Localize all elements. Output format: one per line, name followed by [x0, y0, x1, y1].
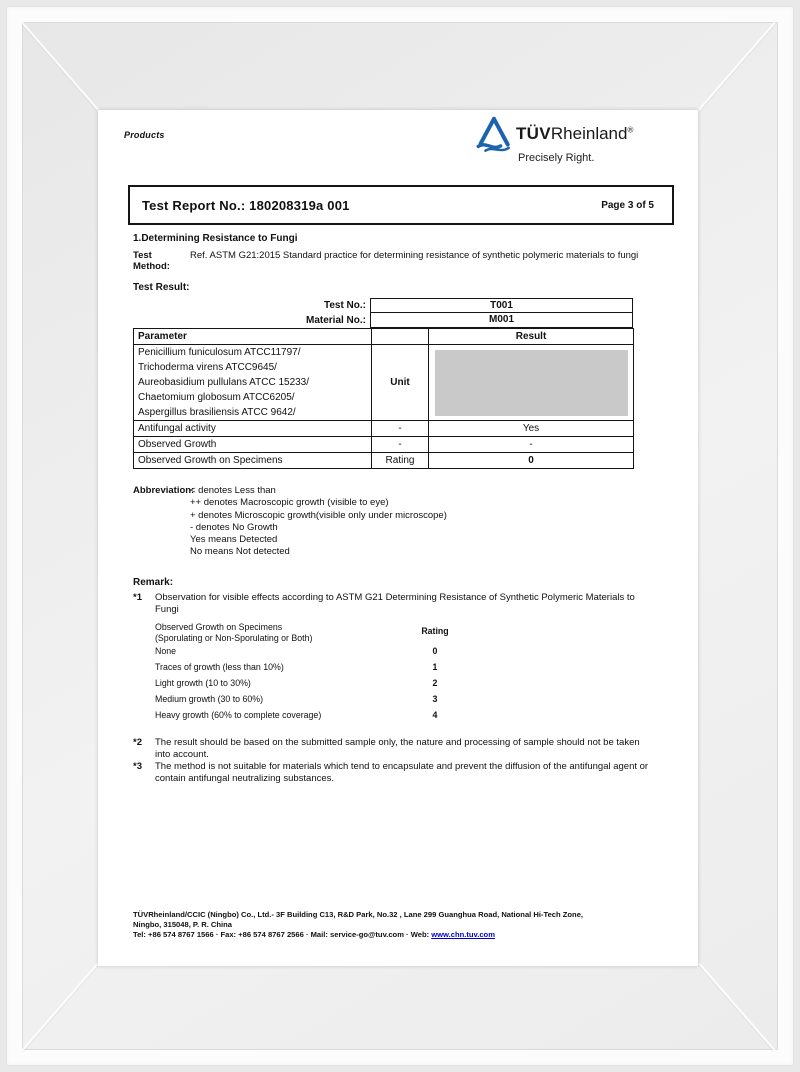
table-row: [134, 421, 634, 437]
unit-cell: Unit: [372, 345, 429, 421]
remark-label: Remark:: [133, 577, 174, 588]
abbreviation-line: + denotes Microscopic growth(visible only under microscope): [190, 509, 447, 521]
rating-value: 3: [432, 694, 438, 704]
footer-line3: [133, 930, 673, 940]
abbreviation-label: Abbreviation:: [133, 485, 195, 496]
remark-text: The result should be based on the submitted sample only, the nature and processing of sample should not be taken into account.: [155, 737, 640, 760]
test-no-row: [133, 298, 633, 313]
brand-rheinland: Rheinland: [550, 124, 628, 143]
section-heading: 1.Determining Resistance to Fungi: [133, 233, 298, 244]
unit-cell: -: [372, 421, 429, 437]
redacted-block: [435, 350, 628, 416]
rating-label: Light growth (10 to 30%): [155, 678, 251, 688]
fungi-line: Chaetomium globosum ATCC6205/: [138, 392, 295, 403]
abbreviation-block: [133, 485, 447, 559]
remark-marker: *3: [133, 761, 142, 772]
rating-value: 0: [432, 646, 438, 656]
parameter-cell: Antifungal activity: [134, 421, 372, 437]
table-row: [134, 437, 634, 453]
result-table: [133, 328, 634, 469]
rating-row: [155, 643, 485, 659]
result-cell: Yes: [429, 421, 634, 437]
remark-text: Observation for visible effects according to ASTM G21 Determining Resistance of Synthetic Polymeric Materials to Fungi: [155, 592, 635, 615]
rating-row: [155, 675, 485, 691]
footer-line1: TÜVRheinland/CCIC (Ningbo) Co., Ltd.- 3F Building C13, R&D Park, No.32 , Lane 299 Guanghua Road, National Hi-Tech Zone,: [133, 910, 584, 919]
rating-scale-table: [155, 622, 485, 723]
fungi-strains-cell: [134, 345, 372, 421]
abbreviation-line: ++ denotes Macroscopic growth (visible to eye): [190, 497, 389, 509]
abbreviation-line: - denotes No Growth: [190, 521, 278, 533]
test-no-value: T001: [370, 298, 633, 313]
test-no-label: Test No.:: [323, 300, 366, 311]
abbreviation-line: < denotes Less than: [190, 485, 276, 496]
rating-label: Traces of growth (less than 10%): [155, 662, 284, 672]
rating-header-left: [155, 622, 405, 643]
report-page: [98, 110, 698, 966]
rating-row: [155, 659, 485, 675]
material-no-row: [133, 313, 633, 328]
website-link[interactable]: www.chn.tuv.com: [431, 929, 495, 939]
report-number-box: [128, 185, 674, 225]
rating-label: Medium growth (30 to 60%): [155, 694, 264, 704]
unit-cell: Rating: [372, 453, 429, 469]
test-result-label: Test Result:: [133, 282, 190, 293]
tuv-triangle-icon: [474, 116, 512, 154]
parameter-cell: Observed Growth: [134, 437, 372, 453]
remark-item-3: [133, 761, 653, 784]
rating-table-header: [155, 622, 485, 643]
test-method-text: Ref. ASTM G21:2015 Standard practice for determining resistance of synthetic polymeric materials to fungi: [190, 250, 639, 261]
footer-contact: Tel: +86 574 8767 1566 · Fax: +86 574 8767 2566 · Mail: service-go@tuv.com · Web:: [133, 929, 432, 939]
products-label: Products: [124, 130, 165, 140]
rating-value: 1: [432, 662, 438, 672]
material-no-label: Material No.:: [305, 315, 366, 326]
test-method-row: [133, 250, 643, 272]
footer-line2: Ningbo, 315048, P. R. China: [133, 919, 233, 929]
rating-header-line2: (Sporulating or Non-Sporulating or Both): [155, 632, 313, 643]
sample-id-table: [133, 298, 633, 328]
remark-marker: *1: [133, 592, 142, 603]
rating-value: 2: [432, 678, 438, 688]
rating-header-line1: Observed Growth on Specimens: [155, 622, 283, 632]
brand-wordmark: [516, 124, 633, 144]
fungi-line: Aureobasidium pullulans ATCC 15233/: [138, 377, 310, 388]
fungi-row: [134, 345, 634, 421]
test-method-label: Test Method:: [133, 250, 170, 272]
report-number: Test Report No.: 180208319a 001: [142, 197, 350, 213]
brand-tagline: Precisely Right.: [518, 152, 595, 164]
remark-text: The method is not suitable for materials which tend to encapsulate and prevent the diffusion of the antifungal agent or contain antifungal neutralizing substances.: [155, 761, 649, 784]
brand-tuv: TÜV: [516, 124, 551, 143]
header-parameter: Parameter: [134, 329, 372, 345]
result-cell: 0: [429, 453, 634, 469]
abbreviation-lines: [190, 485, 447, 559]
remark-marker: *2: [133, 737, 142, 748]
page-indicator: Page 3 of 5: [601, 199, 654, 211]
header-unit: [372, 329, 429, 345]
registered-mark: ®: [627, 125, 634, 135]
fungi-line: Penicillium funiculosum ATCC11797/: [138, 347, 301, 358]
parameter-cell: Observed Growth on Specimens: [134, 453, 372, 469]
rating-label: Heavy growth (60% to complete coverage): [155, 710, 322, 720]
tuv-rheinland-logo: [474, 116, 684, 164]
table-row: [134, 453, 634, 469]
rating-label: None: [155, 646, 177, 656]
rating-row: [155, 707, 485, 723]
header-result: Result: [429, 329, 634, 345]
footer-address: [133, 910, 673, 939]
fungi-line: Aspergillus brasiliensis ATCC 9642/: [138, 407, 296, 418]
remark-item-1: [133, 592, 653, 615]
remark-item-2: [133, 737, 653, 760]
table-header-row: [134, 329, 634, 345]
abbreviation-line: Yes means Detected: [190, 534, 278, 546]
abbreviation-line: No means Not detected: [190, 546, 290, 558]
unit-cell: -: [372, 437, 429, 453]
redacted-result-cell: [429, 345, 634, 421]
rating-header-right: Rating: [421, 626, 449, 636]
fungi-line: Trichoderma virens ATCC9645/: [138, 362, 277, 373]
result-cell: -: [429, 437, 634, 453]
rating-value: 4: [432, 710, 438, 720]
rating-row: [155, 691, 485, 707]
material-no-value: M001: [370, 313, 633, 328]
